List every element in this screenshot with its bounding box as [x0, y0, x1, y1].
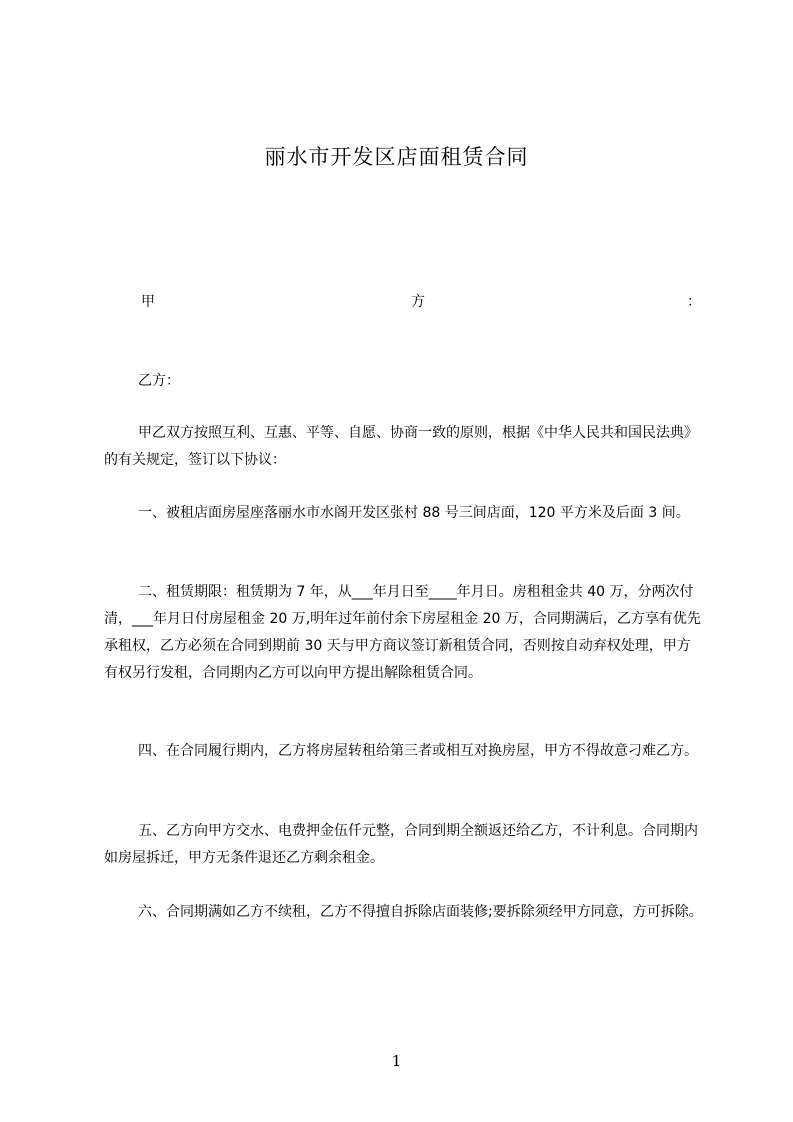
clause-6: 六、合同期满如乙方不续租，乙方不得擅自拆除店面装修;要拆除须经甲方同意，方可拆除。 — [138, 904, 703, 920]
document-title: 丽水市开发区店面租赁合同 — [264, 145, 529, 169]
party-a-colon: ： — [687, 294, 701, 310]
page-number: 1 — [391, 1052, 402, 1070]
clause-4: 四、在合同履行期内，乙方将房屋转租给第三者或相互对换房屋，甲方不得故意刁难乙方。 — [138, 743, 698, 759]
clause-5: 五、乙方向甲方交水、电费押金伍仟元整，合同到期全额返还给乙方，不计利息。合同期内如房屋拆迁，甲方无条件退还乙方剩余租金。 — [104, 823, 698, 866]
party-b-line: 乙方： — [138, 373, 180, 389]
party-a-char-1: 甲 — [141, 294, 155, 310]
party-a-char-2: 方 — [411, 294, 425, 310]
clause-1: 一、被租店面房屋座落丽水市水阁开发区张村 88 号三间店面，120 平方米及后面 3 间。 — [138, 505, 690, 521]
intro-paragraph: 甲乙双方按照互利、互惠、平等、自愿、协商一致的原则，根据《中华人民共和国民法典》的有关规定，签订以下协议： — [104, 425, 698, 468]
clause-2: 二、租赁期限：租赁期为 7 年，从___年月日至____年月日。房租租金共 40 万，分两次付清，___年月日付房屋租金 20 万,明年过年前付余下房屋租金 20 万，合同期满后，乙方享有优先承租权，乙方必须在合同到期前 30 天与甲方商议签订新租赁合同，否则按自动弃权处理，甲方有权另行发租，合同期内乙方可以向甲方提出解除租赁合同。 — [104, 584, 701, 681]
party-a-line — [137, 290, 701, 314]
